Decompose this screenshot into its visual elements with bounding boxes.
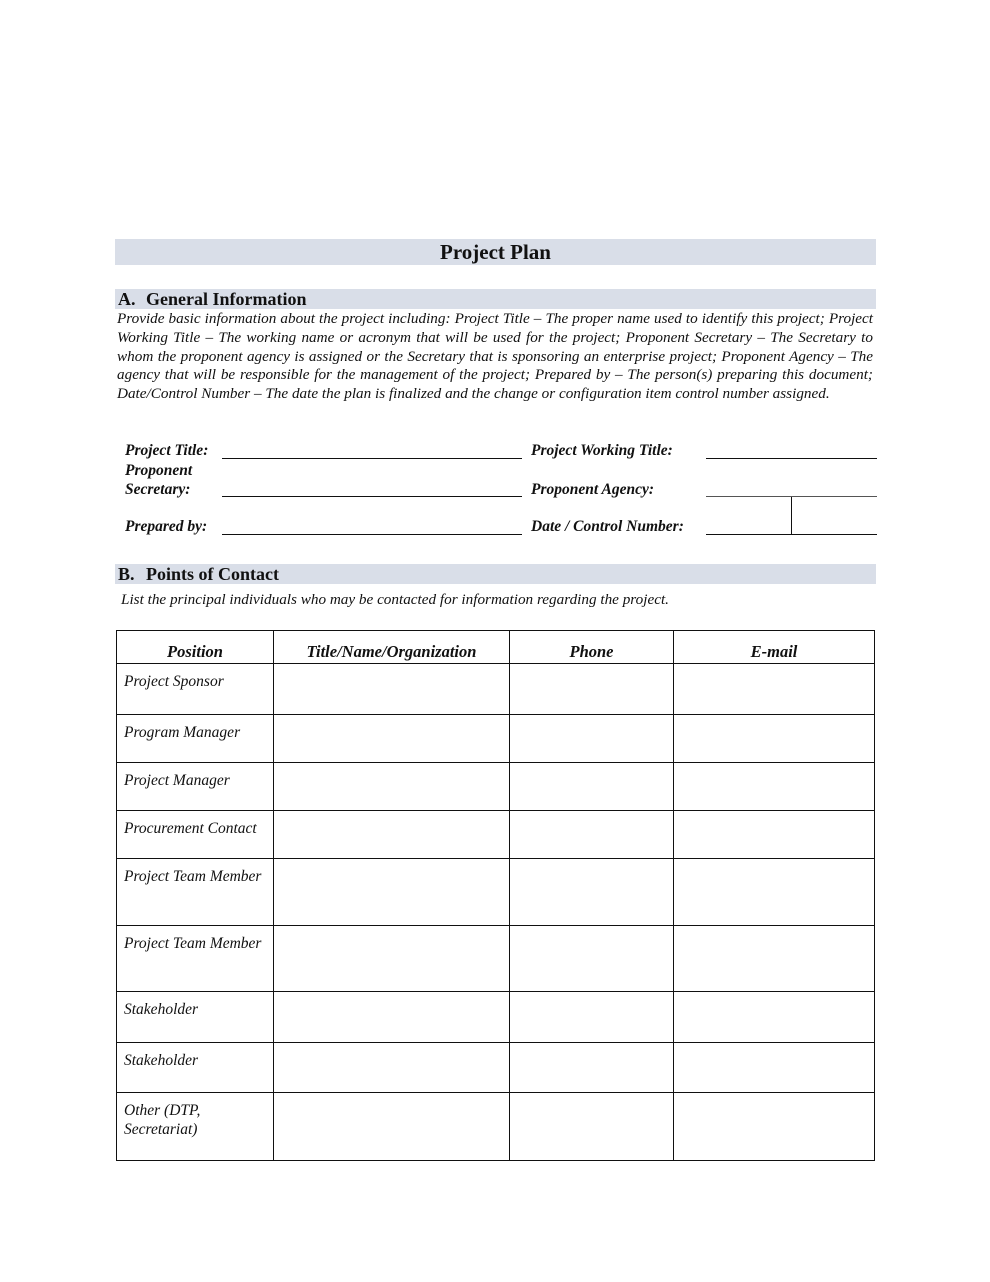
section-a-number: A. <box>118 289 136 309</box>
section-b-description: List the principal individuals who may be contacted for information regarding the project. <box>121 591 669 608</box>
name-cell[interactable] <box>274 715 510 763</box>
position-cell: Project Manager <box>117 763 274 811</box>
project-working-title-label: Project Working Title: <box>531 442 673 459</box>
name-cell[interactable] <box>274 811 510 859</box>
section-a-header <box>115 289 876 309</box>
name-cell[interactable] <box>274 859 510 926</box>
header-phone: Phone <box>510 631 674 664</box>
name-cell[interactable] <box>274 763 510 811</box>
section-b-number: B. <box>118 564 135 584</box>
phone-cell[interactable] <box>510 763 674 811</box>
date-control-divider <box>791 497 792 535</box>
project-working-title-field[interactable] <box>706 458 877 459</box>
email-cell[interactable] <box>674 763 875 811</box>
position-cell: Project Sponsor <box>117 664 274 715</box>
email-cell[interactable] <box>674 664 875 715</box>
name-cell[interactable] <box>274 992 510 1043</box>
name-cell[interactable] <box>274 664 510 715</box>
table-row <box>117 992 875 1043</box>
phone-cell[interactable] <box>510 926 674 992</box>
header-email: E-mail <box>674 631 875 664</box>
phone-cell[interactable] <box>510 1093 674 1161</box>
prepared-by-label: Prepared by: <box>125 518 208 535</box>
control-number-field[interactable] <box>792 534 877 535</box>
table-header-row <box>117 631 875 664</box>
email-cell[interactable] <box>674 926 875 992</box>
table-row <box>117 1093 875 1161</box>
page-title: Project Plan <box>115 239 876 265</box>
phone-cell[interactable] <box>510 992 674 1043</box>
phone-cell[interactable] <box>510 859 674 926</box>
table-row <box>117 811 875 859</box>
prepared-by-field[interactable] <box>222 534 522 535</box>
email-cell[interactable] <box>674 715 875 763</box>
table-row <box>117 1043 875 1093</box>
section-a-heading: General Information <box>146 289 307 309</box>
proponent-secretary-field[interactable] <box>222 496 522 497</box>
position-cell: Project Team Member <box>117 926 274 992</box>
email-cell[interactable] <box>674 811 875 859</box>
email-cell[interactable] <box>674 859 875 926</box>
proponent-secretary-label-line2: Secretary: <box>125 481 191 498</box>
email-cell[interactable] <box>674 992 875 1043</box>
section-a-description: Provide basic information about the project including: Project Title – The proper name used to identify this project; Project Working Title – The working name or acronym that will be used for the project; Proponent Secretary – The Secretary to whom the proponent agency is assigned or the Secretary that is sponsoring an enterprise project; Proponent Agency – The agency that will be responsible for the management of the project; Prepared by – The person(s) preparing this document; Date/Control Number – The date the plan is finalized and the change or configuration item control number assigned. <box>117 310 873 403</box>
name-cell[interactable] <box>274 1043 510 1093</box>
name-cell[interactable] <box>274 926 510 992</box>
position-cell: Stakeholder <box>117 992 274 1043</box>
project-title-field[interactable] <box>222 458 522 459</box>
project-title-label: Project Title: <box>125 442 209 459</box>
phone-cell[interactable] <box>510 1043 674 1093</box>
points-of-contact-table <box>116 630 875 1161</box>
phone-cell[interactable] <box>510 664 674 715</box>
proponent-secretary-label-line1: Proponent <box>125 462 193 479</box>
position-cell: Procurement Contact <box>117 811 274 859</box>
name-cell[interactable] <box>274 1093 510 1161</box>
position-cell: Other (DTP, Secretariat) <box>117 1093 274 1161</box>
table-row <box>117 763 875 811</box>
proponent-secretary-label <box>125 461 192 499</box>
table-row <box>117 926 875 992</box>
table-row <box>117 715 875 763</box>
table-row <box>117 859 875 926</box>
position-cell: Stakeholder <box>117 1043 274 1093</box>
header-title-name-organization: Title/Name/Organization <box>274 631 510 664</box>
email-cell[interactable] <box>674 1093 875 1161</box>
table-row <box>117 664 875 715</box>
email-cell[interactable] <box>674 1043 875 1093</box>
section-b-header <box>115 564 876 584</box>
section-b-heading: Points of Contact <box>146 564 279 584</box>
header-position: Position <box>117 631 274 664</box>
phone-cell[interactable] <box>510 715 674 763</box>
phone-cell[interactable] <box>510 811 674 859</box>
date-control-number-label: Date / Control Number: <box>531 518 684 535</box>
proponent-agency-label: Proponent Agency: <box>531 481 654 498</box>
position-cell: Program Manager <box>117 715 274 763</box>
position-cell: Project Team Member <box>117 859 274 926</box>
date-field[interactable] <box>706 534 792 535</box>
